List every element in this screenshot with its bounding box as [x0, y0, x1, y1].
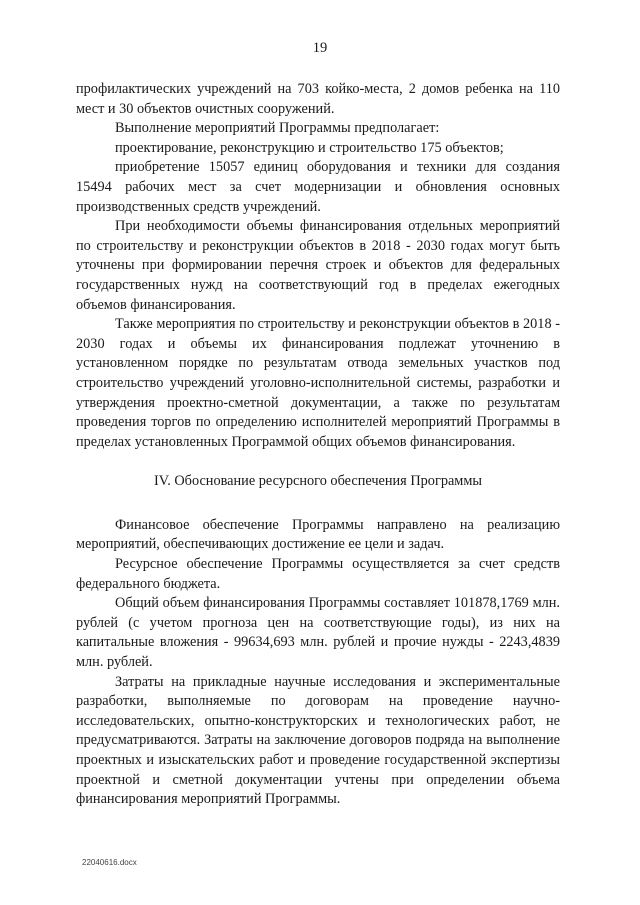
paragraph: Также мероприятия по строительству и реконструкции объектов в 2018 - 2030 годах и объемы их финансирования подлежат уточнению в установленном порядке по результатам отвода земельных участков под строительство учреждений уголовно-исполнительной системы, разработки и утверждения проектно-сметной документации, а также по результатам проведения торгов по определению исполнителей мероприятий Программы в пределах установленных Программой общих объемов финансирования. — [76, 316, 560, 450]
paragraph: приобретение 15057 единиц оборудования и техники для создания 15494 рабочих мест за счет модернизации и обновления основных производственных средств учреждений. — [76, 159, 560, 215]
section-heading: IV. Обоснование ресурсного обеспечения Программы — [153, 473, 483, 490]
paragraph: Финансовое обеспечение Программы направлено на реализацию мероприятий, обеспечивающих достижение ее цели и задач. — [76, 516, 560, 553]
paragraph: Ресурсное обеспечение Программы осуществляется за счет средств федерального бюджета. — [76, 556, 560, 592]
paragraph: Выполнение мероприятий Программы предполагает: — [115, 120, 440, 137]
paragraph: Затраты на прикладные научные исследования и экспериментальные разработки, выполняемые по договорам на проведение научно-исследовательских, опытно-конструкторских и технологических работ, не предусматриваются. Затраты на заключение договоров подряда на выполнение проектных и изыскательских работ и проведение государственной экспертизы проектной и сметной документации учтены при определении объема финансирования мероприятий Программы. — [76, 673, 560, 808]
file-name-footer: 22040616.docx — [82, 858, 137, 867]
paragraph: При необходимости объемы финансирования отдельных мероприятий по строительству и реконструкции объектов в 2018 - 2030 годах могут быть уточнены при формировании перечня строек и объектов для федеральных государственных нужд на соответствующий год в пределах ежегодных объемов финансирования. — [76, 218, 560, 313]
page-number: 19 — [312, 40, 328, 56]
paragraph-continuation: профилактических учреждений на 703 койко-места, 2 домов ребенка на 110 мест и 30 объектов очистных сооружений. — [76, 81, 560, 117]
paragraph: проектирование, реконструкцию и строительство 175 объектов; — [115, 139, 504, 156]
document-body — [76, 80, 560, 810]
paragraph: Общий объем финансирования Программы составляет 101878,1769 млн. рублей (с учетом прогноза цен на соответствующие годы), из них на капитальные вложения - 99634,693 млн. рублей и прочие нужды - 2243,4839 млн. рублей. — [76, 595, 560, 671]
